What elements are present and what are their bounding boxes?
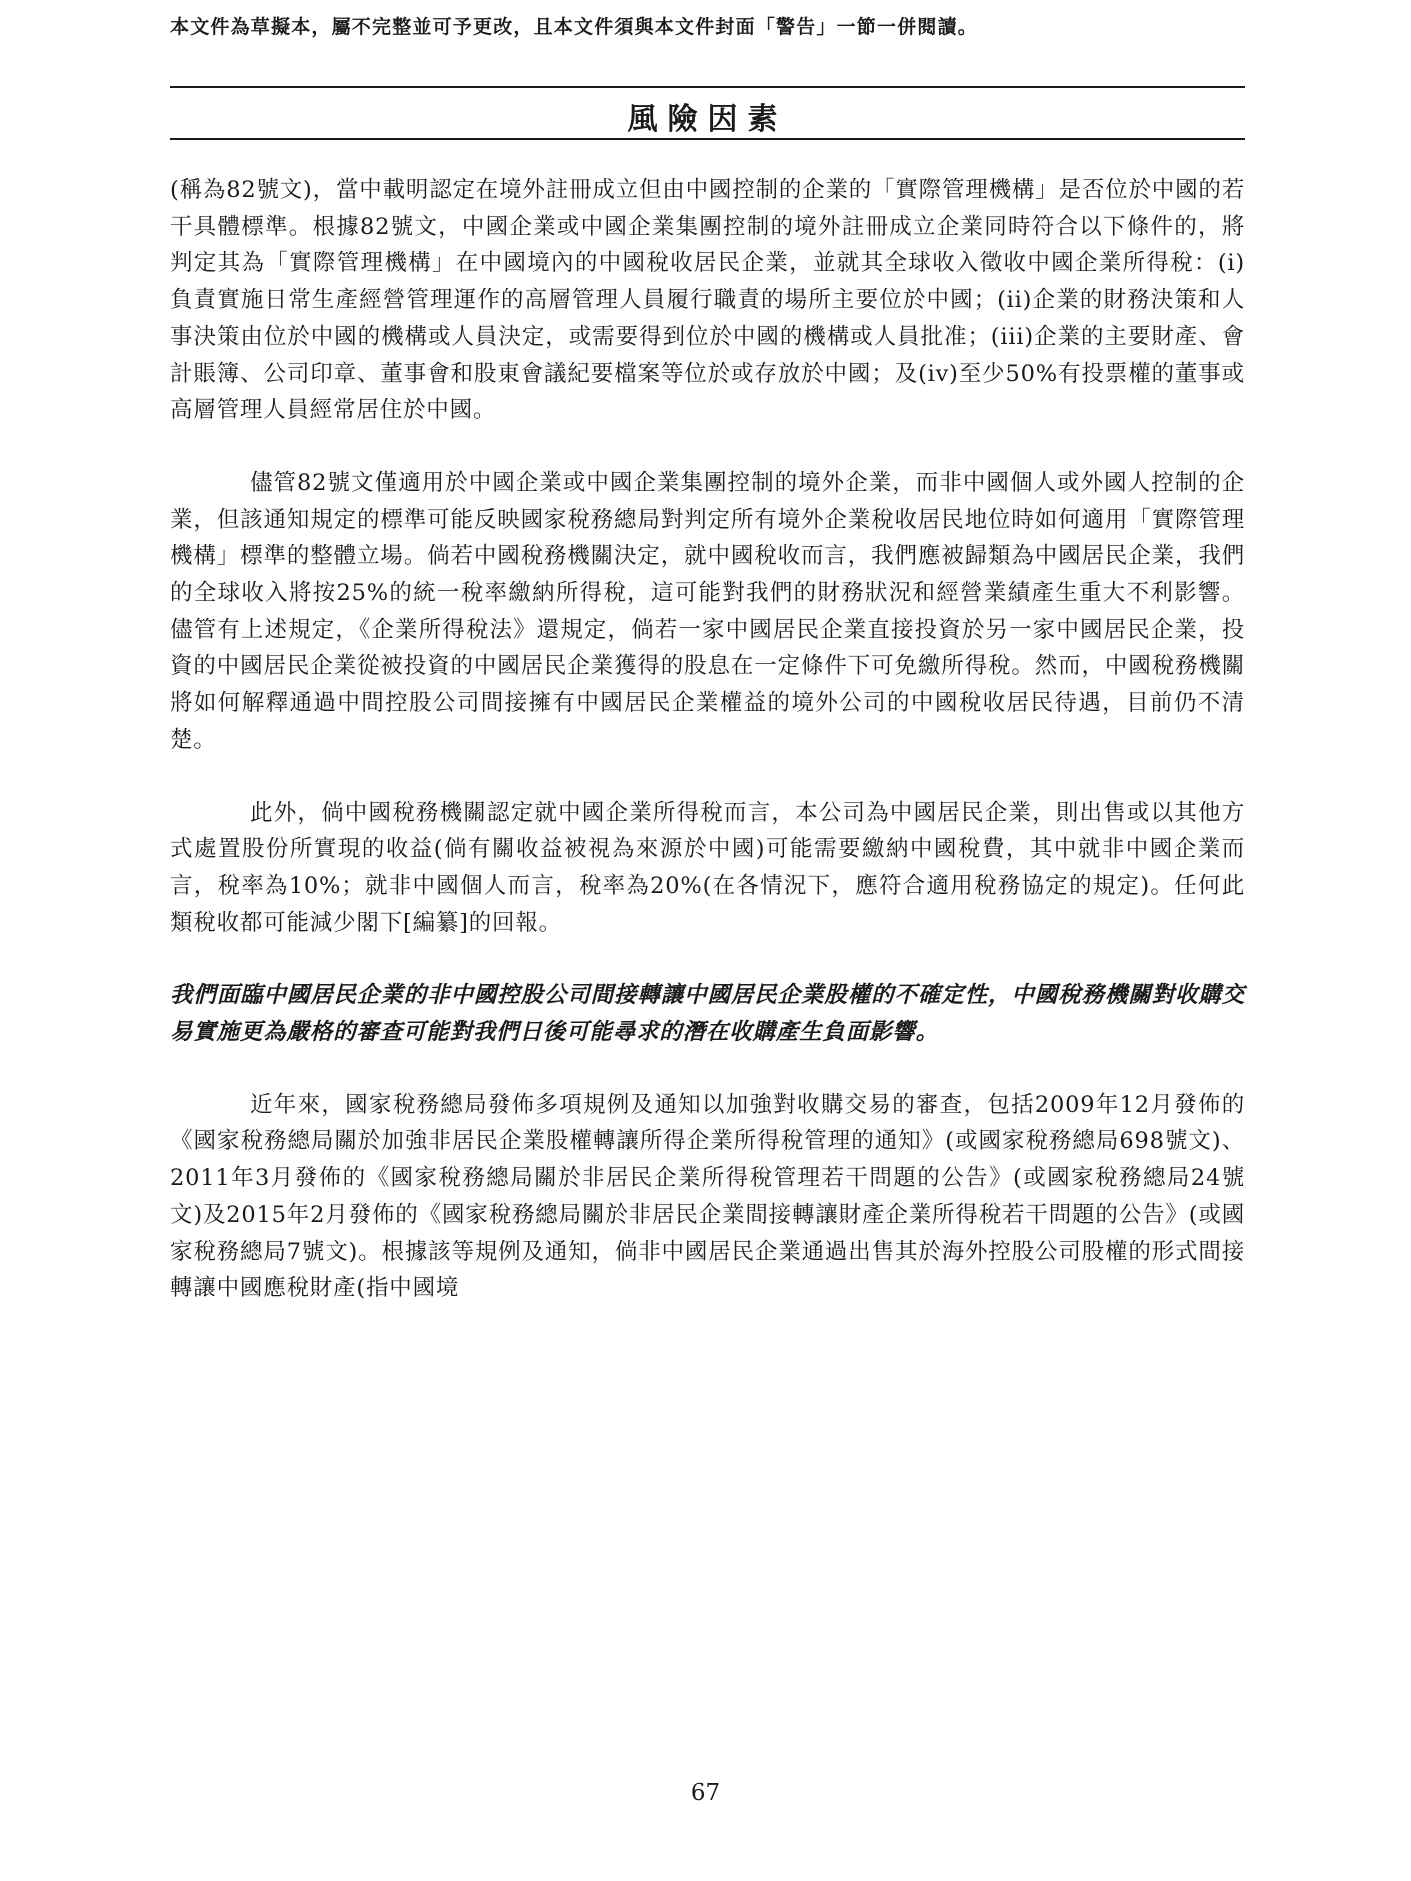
page-number: 67 xyxy=(690,1780,721,1806)
title-rule-top xyxy=(170,86,1245,88)
paragraph: 近年來，國家稅務總局發佈多項規例及通知以加強對收購交易的審查，包括2009年12月發佈的《國家稅務總局關於加強非居民企業股權轉讓所得企業所得稅管理的通知》(或國家稅務總局698號文)、2011年3月發佈的《國家稅務總局關於非居民企業所得稅管理若干問題的公告》(或國家稅務總局24號文)及2015年2月發佈的《國家稅務總局關於非居民企業間接轉讓財產企業所得稅若干問題的公告》(或國家稅務總局7號文)。根據該等規例及通知，倘非中國居民企業通過出售其於海外控股公司股權的形式間接轉讓中國應稅財產(指中國境 xyxy=(170,1091,1245,1302)
paragraph: 此外，倘中國稅務機關認定就中國企業所得稅而言，本公司為中國居民企業，則出售或以其他方式處置股份所實現的收益(倘有關收益被視為來源於中國)可能需要繳納中國稅費，其中就非中國企業而言，稅率為10%；就非中國個人而言，稅率為20%(在各情況下，應符合適用稅務協定的規定)。任何此類稅收都可能減少閣下[編纂]的回報。 xyxy=(170,799,1245,936)
document-body xyxy=(170,172,1245,1343)
paragraph-continuation: (稱為82號文)，當中載明認定在境外註冊成立但由中國控制的企業的「實際管理機構」是否位於中國的若干具體標準。根據82號文，中國企業或中國企業集團控制的境外註冊成立企業同時符合以下條件的，將判定其為「實際管理機構」在中國境內的中國稅收居民企業，並就其全球收入徵收中國企業所得稅：(i)負責實施日常生產經營管理運作的高層管理人員履行職責的場所主要位於中國；(ii)企業的財務決策和人事決策由位於中國的機構或人員決定，或需要得到位於中國的機構或人員批准；(iii)企業的主要財產、會計賬簿、公司印章、董事會和股東會議紀要檔案等位於或存放於中國；及(iv)至少50%有投票權的董事或高層管理人員經常居住於中國。 xyxy=(170,177,1245,424)
draft-notice: 本文件為草擬本，屬不完整並可予更改，且本文件須與本文件封面「警告」一節一併閱讀。 xyxy=(170,16,979,38)
section-title: 風險因素 xyxy=(627,102,788,137)
title-rule-bottom xyxy=(170,138,1245,140)
risk-subheading: 我們面臨中國居民企業的非中國控股公司間接轉讓中國居民企業股權的不確定性，中國稅務機關對收購交易實施更為嚴格的審查可能對我們日後可能尋求的潛在收購產生負面影響。 xyxy=(170,982,1245,1046)
paragraph: 儘管82號文僅適用於中國企業或中國企業集團控制的境外企業，而非中國個人或外國人控制的企業，但該通知規定的標準可能反映國家稅務總局對判定所有境外企業稅收居民地位時如何適用「實際管理機構」標準的整體立場。倘若中國稅務機關決定，就中國稅收而言，我們應被歸類為中國居民企業，我們的全球收入將按25%的統一稅率繳納所得稅，這可能對我們的財務狀況和經營業績產生重大不利影響。儘管有上述規定，《企業所得稅法》還規定，倘若一家中國居民企業直接投資於另一家中國居民企業，投資的中國居民企業從被投資的中國居民企業獲得的股息在一定條件下可免繳所得稅。然而，中國稅務機關將如何解釋通過中間控股公司間接擁有中國居民企業權益的境外公司的中國稅收居民待遇，目前仍不清楚。 xyxy=(170,469,1245,753)
